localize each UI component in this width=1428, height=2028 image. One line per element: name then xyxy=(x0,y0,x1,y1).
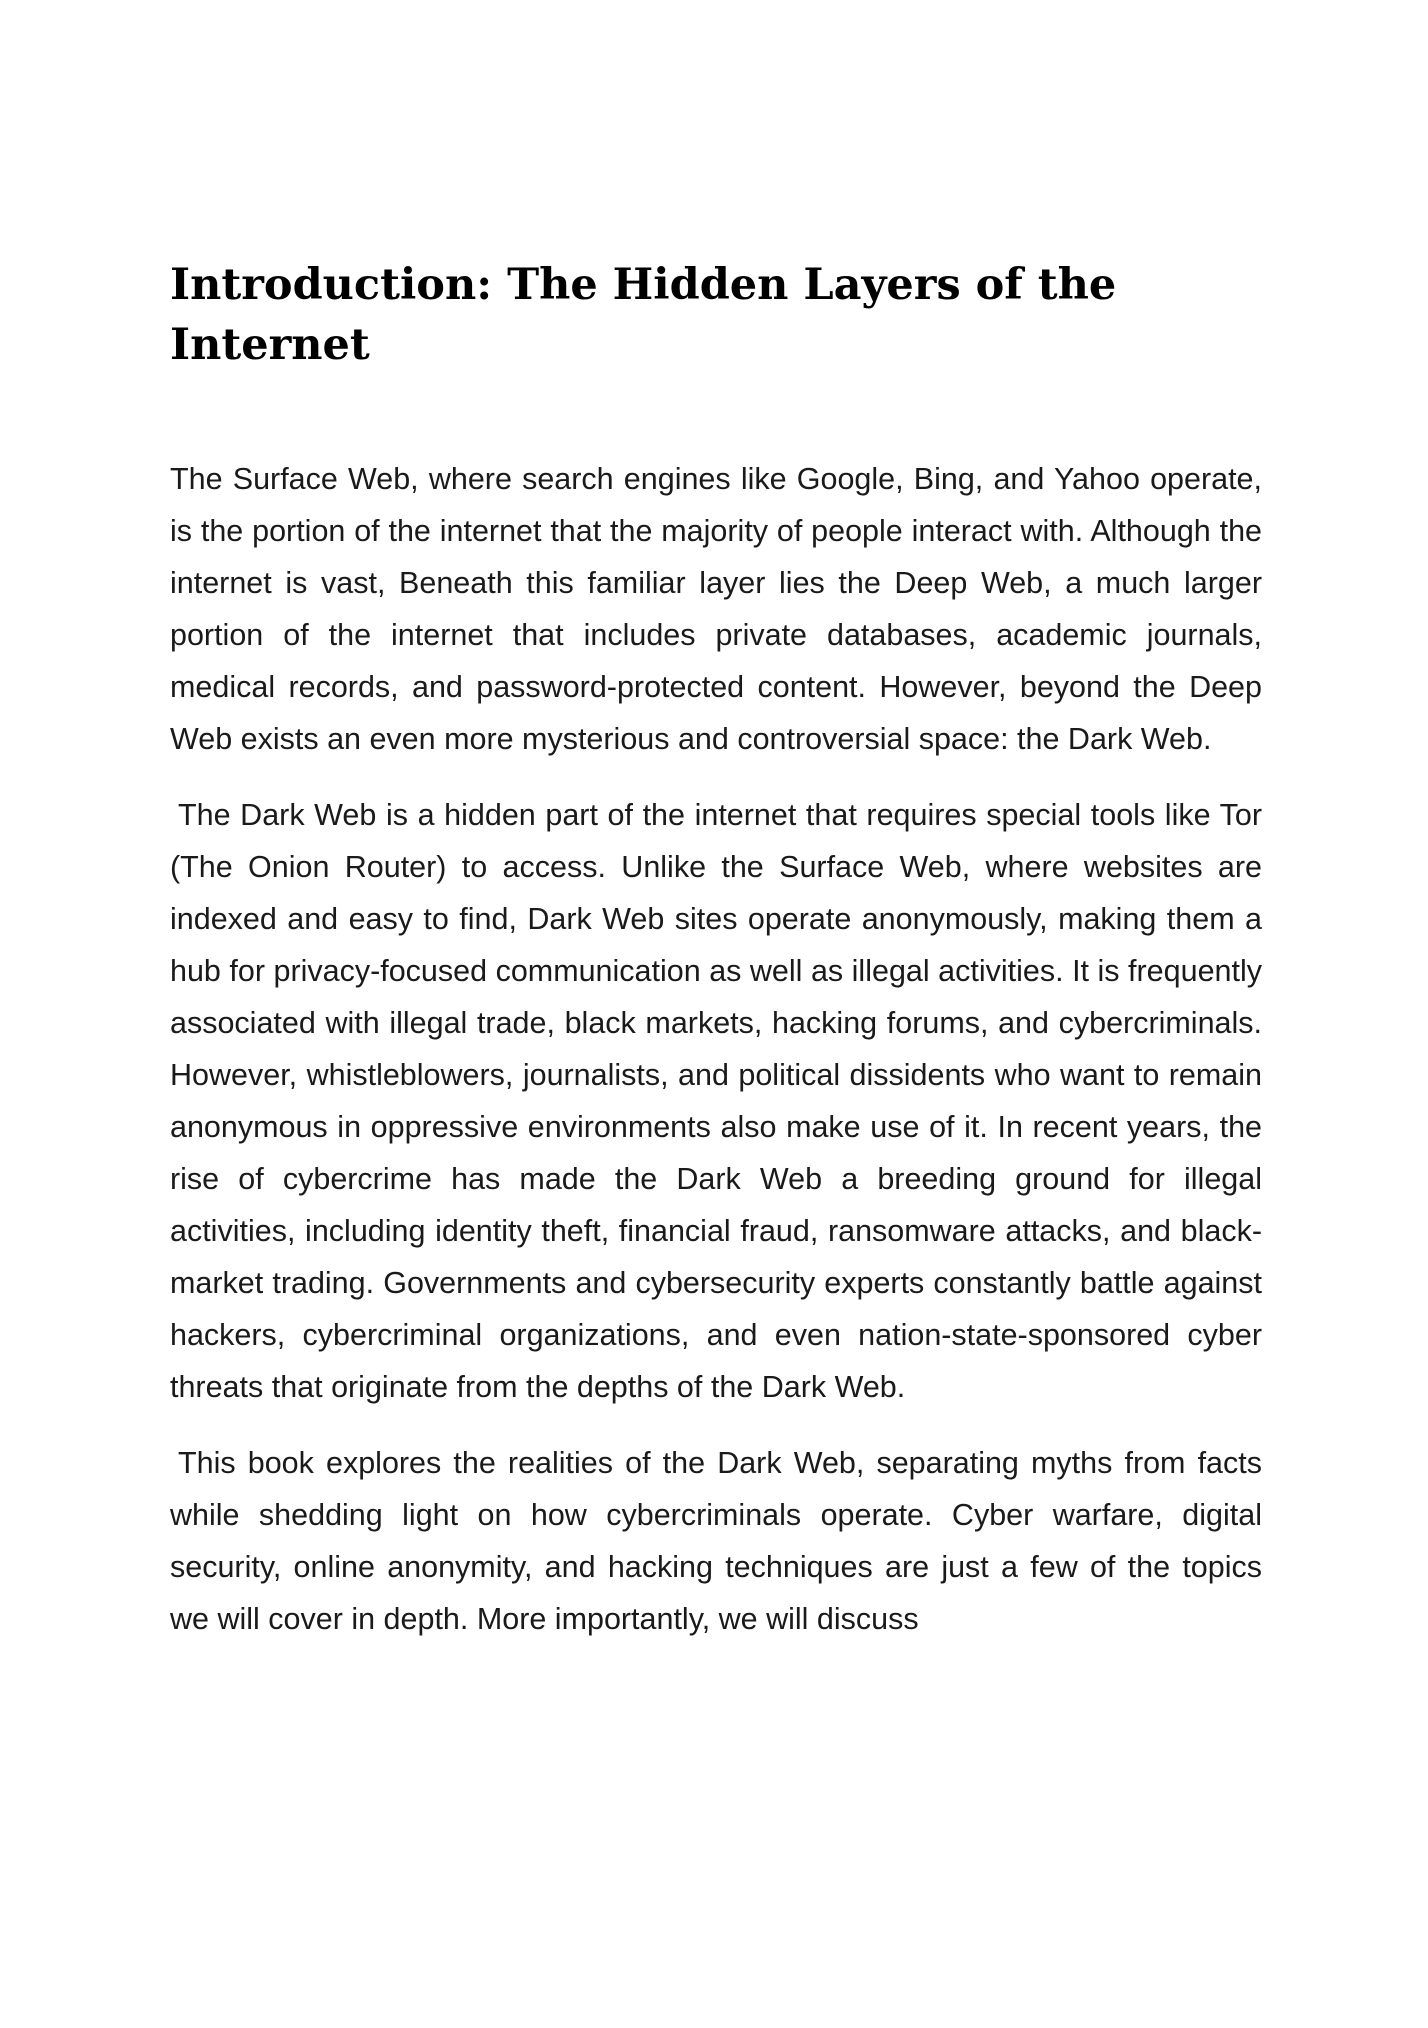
page-content xyxy=(170,255,1262,1669)
paragraph-dark-web: The Dark Web is a hidden part of the internet that requires special tools like Tor (The Onion Router) to access. Unlike the Surface Web, where websites are indexed and easy to find, Dark Web sites operate anonymously, making them a hub for privacy-focused communication as well as illegal activities. It is frequently associated with illegal trade, black markets, hacking forums, and cybercriminals. However, whistleblowers, journalists, and political dissidents who want to remain anonymous in oppressive environments also make use of it. In recent years, the rise of cybercrime has made the Dark Web a breeding ground for illegal activities, including identity theft, financial fraud, ransomware attacks, and black-market trading. Governments and cybersecurity experts constantly battle against hackers, cybercriminal organizations, and even nation-state-sponsored cyber threats that originate from the depths of the Dark Web. xyxy=(170,798,1262,1404)
body-text xyxy=(170,453,1262,1645)
chapter-title: Introduction: The Hidden Layers of the Internet xyxy=(170,260,1117,370)
paragraph-surface-web: The Surface Web, where search engines like Google, Bing, and Yahoo operate, is the portion of the internet that the majority of people interact with. Although the internet is vast, Beneath this familiar layer lies the Deep Web, a much larger portion of the internet that includes private databases, academic journals, medical records, and password-protected content. However, beyond the Deep Web exists an even more mysterious and controversial space: the Dark Web. xyxy=(170,462,1262,756)
paragraph-book-scope: This book explores the realities of the Dark Web, separating myths from facts while shedding light on how cybercriminals operate. Cyber warfare, digital security, online anonymity, and hacking techniques are just a few of the topics we will cover in depth. More importantly, we will discuss xyxy=(170,1446,1262,1636)
